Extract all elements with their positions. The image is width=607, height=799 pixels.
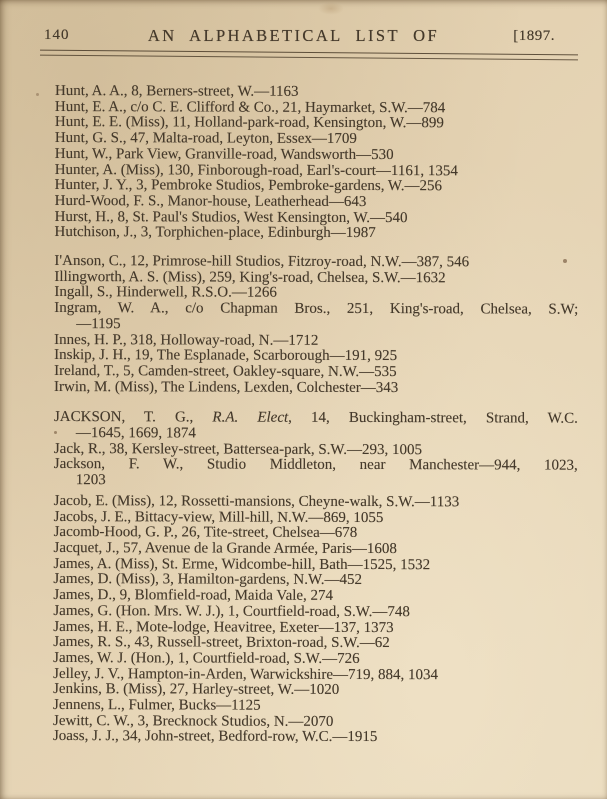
directory-entry: James, H. E., Mote-lodge, Heavitree, Exeter—137, 1373 [53,618,394,636]
directory-entry: Irwin, M. (Miss), The Lindens, Lexden, Colchester—343 [54,378,399,396]
directory-entry [54,410,578,443]
paper-speck [36,93,39,96]
entry-line: Ingram, W. A., c/o Chapman Bros., 251, King's-road, Chelsea, S.W; [54,300,579,318]
entry-address: , 14, Buckingham-street, Strand, W.C. [288,410,578,428]
directory-entry: Hunt, E. A., c/o C. E. Clifford & Co., 21, Haymarket, S.W.—784 [54,98,446,116]
entry-name: JACKSON, T. G., [53,409,213,426]
directory-entry: I'Anson, C., 12, Primrose-hill Studios, Fitzroy-road, N.W.—387, 546 [54,253,470,271]
entry-line: —1645, 1669, 1874 [75,425,196,442]
directory-entry: James, R. S., 43, Russell-street, Brixton-road, S.W.—62 [53,634,390,652]
running-title: AN ALPHABETICAL LIST OF [147,26,440,45]
directory-entry: Illingworth, A. S. (Miss), 259, King's-road, Chelsea, S.W.—1632 [54,268,446,286]
directory-entry: Jacquet, J., 57, Avenue de la Grande Armée, Paris—1608 [53,539,397,558]
directory-entry: James, D. (Miss), 3, Hamilton-gardens, N.W.—452 [53,571,363,589]
page-number: 140 [44,27,70,43]
directory-listing [53,84,579,747]
entry-group-i [54,254,578,397]
directory-entry: Hurst, H., 8, St. Paul's Studios, West Kensington, W.—540 [54,208,408,226]
directory-entry: Jack, R., 38, Kersley-street, Battersea-park, S.W.—293, 1005 [53,440,422,458]
directory-entry: Hunt, A. A., 8, Berners-street, W.—1163 [54,83,299,100]
directory-entry: Jacob, E. (Miss), 12, Rossetti-mansions, Cheyne-walk, S.W.—1133 [53,492,460,511]
directory-entry: Hunt, E. E. (Miss), 11, Holland-park-road, Kensington, W.—899 [54,114,444,132]
directory-entry: Jenkins, B. (Miss), 27, Harley-street, W.—1020 [53,681,340,699]
directory-entry: Inskip, J. H., 19, The Esplanade, Scarborough—191, 925 [54,347,398,365]
directory-entry: Ingall, S., Hinderwell, R.S.O.—1266 [54,284,277,302]
directory-entry [54,301,578,334]
entry-group-j [53,494,578,747]
year-label: [1897. [513,28,555,44]
directory-entry: Hunt, W., Park View, Granville-road, Wandsworth—530 [54,145,394,163]
directory-entry [54,457,578,490]
entry-line: Jackson, F. W., Studio Middleton, near Manchester—944, 1023, [53,456,578,475]
entry-group-j-caps [54,410,578,490]
directory-entry: James, D., 9, Blomfield-road, Maida Vale, 274 [53,587,334,604]
entry-line: —1195 [76,315,121,333]
directory-entry: Hunter, A. (Miss), 130, Finborough-road, Earl's-court—1161, 1354 [54,161,458,179]
header-double-rule [40,50,578,61]
paper-stain [318,2,344,15]
directory-entry: Hurd-Wood, F. S., Manor-house, Leatherhead—643 [54,192,367,210]
entry-group-h [55,84,579,243]
directory-entry: Jewitt, C. W., 3, Brecknock Studios, N.—2070 [52,712,334,730]
entry-title-italic: R.A. Elect [212,409,289,427]
directory-entry: Jelley, J. V., Hampton-in-Arden, Warwickshire—719, 884, 1034 [53,665,439,683]
entry-line: 1203 [75,472,106,489]
directory-entry: Jacobs, J. E., Bittacy-view, Mill-hill, N.W.—869, 1055 [53,508,384,526]
directory-entry: Ireland, T., 5, Camden-street, Oakley-square, N.W.—535 [54,362,397,381]
directory-entry: Hunt, G. S., 47, Malta-road, Leyton, Essex—1709 [54,130,357,148]
directory-entry: Innes, H. P., 318, Holloway-road, N.—1712 [54,331,319,349]
directory-entry: James, W. J. (Hon.), 1, Courtfield-road, S.W.—726 [53,649,360,667]
directory-entry: Joass, J. J., 34, John-street, Bedford-row, W.C.—1915 [52,728,378,746]
directory-entry: James, G. (Hon. Mrs. W. J.), 1, Courtfield-road, S.W.—748 [53,602,410,620]
directory-entry: Hunter, J. Y., 3, Pembroke Studios, Pembroke-gardens, W.—256 [54,177,443,195]
directory-entry: Hutchison, J., 3, Torphichen-place, Edinburgh—1987 [54,224,376,242]
directory-entry: Jennens, L., Fulmer, Bucks—1125 [53,697,261,714]
directory-entry: James, A. (Miss), St. Erme, Widcombe-hill, Bath—1525, 1532 [53,555,431,573]
directory-entry: Jacomb-Hood, G. P., 26, Tite-street, Chelsea—678 [53,524,358,542]
